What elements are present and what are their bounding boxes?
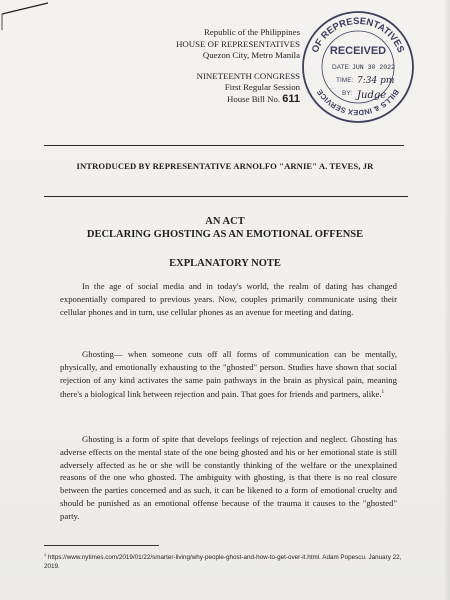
bill-number: 611 — [282, 92, 300, 105]
footnote-separator — [44, 545, 159, 546]
paragraph-3 — [60, 433, 397, 523]
introduced-by: INTRODUCED BY REPRESENTATIVE ARNOLFO "ARNIE" A. TEVES, JR — [76, 161, 374, 171]
footnote — [44, 551, 406, 571]
paragraph-1-text: In the age of social media and in today's world, the realm of dating has changed exponentially compared to previous years. Now, couples primarily communicate using their cellular phones and in turn, use cellular phones as an avenue for meeting and dating. — [60, 281, 397, 317]
section-heading: EXPLANATORY NOTE — [169, 258, 281, 269]
stamp-date-label: DATE: — [332, 64, 351, 71]
stamp-time-label: TIME: — [336, 77, 354, 84]
session-line: First Regular Session — [224, 82, 300, 92]
paragraph-2 — [60, 348, 397, 401]
act-title: AN ACT — [205, 216, 245, 227]
congress-line: NINETEENTH CONGRESS — [196, 70, 300, 81]
stamp-arc-bottom: BILLS & INDEX SERVICE — [315, 87, 401, 118]
paragraph-3-text: Ghosting is a form of spite that develops feelings of rejection and neglect. Ghosting has adverse effects on the mental state of the one being ghosted and his or her emotional state is still adversely affected as he or she will be constantly thinking of the welfare or the unexplained reasons of the one who ghosted. The ambiguity with ghosting, is that there is no real closure between the parties concerned and as such, it can be likened to a form of emotional cruelty and should be punished as an emotional offense because of the trauma it causes to the "ghosted" party. — [60, 434, 397, 521]
footnote-text: https://www.nytimes.com/2019/01/22/smarter-living/why-people-ghost-and-how-to-get-over-it.html. Adam Popescu. January 22, 2019. — [44, 554, 402, 571]
house-line: HOUSE OF REPRESENTATIVES — [176, 38, 300, 49]
intro-rule-bottom — [44, 196, 408, 197]
stamp-date-value: JUN 30 2022 — [352, 64, 395, 71]
footnote-number: 1 — [44, 553, 47, 557]
stamp-arc-top: OF REPRESENTATIVES — [309, 15, 407, 55]
stamp-by-label: BY: — [342, 90, 353, 97]
bill-label: House Bill No. — [227, 93, 281, 104]
bill-number-line — [150, 94, 300, 106]
paragraph-2-text: Ghosting— when someone cuts off all forms of communication can be mentally, physically, and emotionally exhausting to the "ghosted" person. Studies have shown that social rejection of any kind activates the same pain pathways in the brain as physical pain, meaning there's a biological link between rejection and pain. That goes for friends and partners, alike. — [60, 349, 397, 400]
received-stamp — [297, 6, 419, 128]
stamp-by-signature: Judge — [357, 90, 387, 101]
country-line: Republic of the Philippines — [203, 27, 300, 37]
footnote-ref: 1 — [381, 389, 385, 396]
intro-rule-top — [44, 145, 404, 146]
page-edge-shadow — [444, 0, 450, 600]
city-line: Quezon City, Metro Manila — [202, 50, 300, 60]
document-header — [150, 27, 300, 105]
act-subtitle: DECLARING GHOSTING AS AN EMOTIONAL OFFENSE — [86, 229, 364, 240]
page-corner-mark — [0, 0, 60, 30]
stamp-time-value: 7:34 pm — [357, 76, 395, 86]
paragraph-1 — [60, 280, 397, 318]
stamp-received: RECEIVED — [329, 45, 387, 57]
received-stamp-graphic — [297, 6, 419, 128]
